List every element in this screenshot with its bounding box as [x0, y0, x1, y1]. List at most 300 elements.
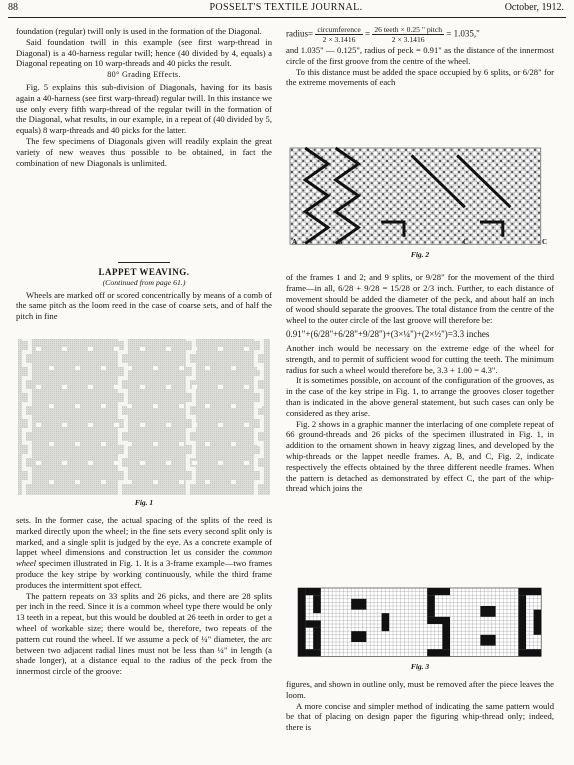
grid-cell	[515, 160, 517, 162]
grid-cell	[454, 241, 456, 243]
grid-cell	[363, 227, 365, 229]
grid-cell	[409, 227, 411, 229]
grid-cell	[371, 241, 373, 243]
grid-cell	[473, 178, 475, 180]
grid-cell	[450, 149, 452, 151]
grid-cell	[401, 204, 403, 206]
figure-block	[518, 595, 526, 649]
grid-cell	[515, 182, 517, 184]
grid-cell	[526, 164, 528, 166]
grid-cell	[420, 186, 422, 188]
right-column-top	[286, 24, 554, 88]
grid-cell	[424, 153, 426, 155]
grid-cell	[450, 215, 452, 217]
grid-cell	[450, 230, 452, 232]
grid-cell	[477, 190, 479, 192]
grid-cell	[397, 156, 399, 158]
grid-cell	[382, 156, 384, 158]
text-run: specimen illustrated in Fig. 1. It is a 3-frame example—two frames produce the key stripe by working continuously, while the third frame produces the intermittent spot effect.	[16, 558, 272, 590]
grid-cell	[538, 197, 540, 199]
grid-cell	[473, 164, 475, 166]
grid-cell	[363, 175, 365, 177]
grid-cell	[488, 230, 490, 232]
grid-cell	[473, 208, 475, 210]
grid-cell	[496, 164, 498, 166]
grid-cell	[336, 215, 338, 217]
grid-cell	[367, 223, 369, 225]
grid-cell	[302, 219, 304, 221]
grid-cell	[374, 208, 376, 210]
grid-cell	[530, 160, 532, 162]
grid-cell	[420, 193, 422, 195]
grid-cell	[378, 234, 380, 236]
fabric-spot	[166, 423, 171, 427]
grid-cell	[333, 153, 335, 155]
grid-cell	[507, 190, 509, 192]
grid-cell	[492, 167, 494, 169]
grid-cell	[382, 171, 384, 173]
grid-cell	[526, 208, 528, 210]
fabric-spot	[192, 385, 197, 389]
grid-cell	[424, 212, 426, 214]
fabric-spot	[62, 423, 67, 427]
grid-cell	[507, 241, 509, 243]
grid-cell	[424, 234, 426, 236]
grid-cell	[298, 201, 300, 203]
grid-cell	[515, 167, 517, 169]
grid-cell	[458, 238, 460, 240]
grid-cell	[454, 182, 456, 184]
grid-cell	[485, 167, 487, 169]
grid-cell	[390, 164, 392, 166]
grid-cell	[454, 153, 456, 155]
grid-cell	[355, 175, 357, 177]
grid-cell	[454, 160, 456, 162]
grid-cell	[348, 182, 350, 184]
grid-cell	[390, 171, 392, 173]
grid-cell	[401, 153, 403, 155]
grid-cell	[424, 190, 426, 192]
fabric-spot	[231, 480, 236, 484]
grid-cell	[367, 208, 369, 210]
grid-cell	[466, 171, 468, 173]
grid-cell	[382, 149, 384, 151]
grid-cell	[485, 175, 487, 177]
grid-cell	[295, 190, 297, 192]
grid-cell	[291, 223, 293, 225]
fabric-spot	[127, 404, 132, 408]
grid-cell	[523, 241, 525, 243]
grid-cell	[534, 193, 536, 195]
grid-cell	[450, 238, 452, 240]
grid-cell	[397, 164, 399, 166]
grid-cell	[371, 234, 373, 236]
fabric-spot	[218, 385, 223, 389]
grid-cell	[412, 193, 414, 195]
grid-cell	[393, 160, 395, 162]
grid-cell	[538, 234, 540, 236]
grid-cell	[507, 227, 509, 229]
grid-cell	[435, 230, 437, 232]
grid-cell	[454, 175, 456, 177]
grid-cell	[291, 201, 293, 203]
grid-cell	[519, 164, 521, 166]
grid-cell	[352, 238, 354, 240]
grid-cell	[405, 156, 407, 158]
grid-cell	[298, 156, 300, 158]
fraction	[315, 25, 362, 44]
grid-cell	[302, 190, 304, 192]
grid-cell	[488, 164, 490, 166]
paragraph: The few specimens of Diagonals given will readily explain the great variety of new weaves thus possible to be obtained, in fact the combination of new Diagonals is unlimited.	[16, 135, 272, 168]
grid-cell	[500, 212, 502, 214]
fabric-spot	[257, 366, 262, 370]
grid-cell	[431, 190, 433, 192]
grid-cell	[526, 149, 528, 151]
grid-cell	[538, 219, 540, 221]
grid-cell	[420, 208, 422, 210]
grid-cell	[538, 241, 540, 243]
fraction-denominator: 2 × 3.1416	[322, 35, 356, 44]
fabric-spot	[192, 461, 197, 465]
grid-cell	[340, 167, 342, 169]
grid-cell	[428, 230, 430, 232]
grid-cell	[530, 182, 532, 184]
grid-cell	[367, 164, 369, 166]
fabric-spot	[36, 347, 41, 351]
grid-cell	[416, 167, 418, 169]
grid-cell	[458, 215, 460, 217]
grid-cell	[439, 197, 441, 199]
grid-cell	[492, 227, 494, 229]
grid-cell	[412, 178, 414, 180]
grid-cell	[336, 201, 338, 203]
grid-cell	[344, 201, 346, 203]
grid-cell	[435, 156, 437, 158]
grid-cell	[355, 241, 357, 243]
grid-cell	[424, 197, 426, 199]
grid-cell	[485, 204, 487, 206]
grid-cell	[333, 175, 335, 177]
grid-cell	[329, 186, 331, 188]
grid-cell	[481, 164, 483, 166]
grid-cell	[412, 230, 414, 232]
grid-cell	[447, 234, 449, 236]
grid-cell	[401, 175, 403, 177]
grid-cell	[310, 160, 312, 162]
grid-cell	[295, 212, 297, 214]
grid-cell	[359, 149, 361, 151]
fabric-spot	[166, 461, 171, 465]
grid-cell	[412, 171, 414, 173]
grid-cell	[333, 241, 335, 243]
grid-cell	[481, 238, 483, 240]
grid-cell	[530, 175, 532, 177]
grid-cell	[511, 164, 513, 166]
grid-cell	[511, 171, 513, 173]
grid-cell	[325, 182, 327, 184]
grid-cell	[374, 215, 376, 217]
grid-cell	[443, 230, 445, 232]
grid-cell	[504, 156, 506, 158]
grid-cell	[538, 182, 540, 184]
grid-cell	[291, 230, 293, 232]
grid-cell	[390, 208, 392, 210]
grid-cell	[393, 234, 395, 236]
paragraph	[16, 515, 272, 591]
grid-cell	[439, 204, 441, 206]
left-column-bottom	[16, 515, 272, 677]
grid-cell	[374, 193, 376, 195]
figure-block	[306, 588, 321, 595]
grid-cell	[333, 234, 335, 236]
grid-cell	[450, 178, 452, 180]
grid-cell	[519, 223, 521, 225]
grid-cell	[302, 227, 304, 229]
grid-cell	[488, 171, 490, 173]
paragraph: It is sometimes possible, on account of the configuration of the grooves, as in the case of the key stripe in Fig. 1, to arrange the grooves closer together than is indicated in the above general statement, but such cases can only be considered as they arise.	[286, 375, 554, 418]
grid-cell	[363, 182, 365, 184]
fig2-label-c1: C	[463, 238, 469, 246]
grid-cell	[325, 175, 327, 177]
grid-cell	[458, 164, 460, 166]
fabric-spot	[231, 366, 236, 370]
grid-cell	[473, 201, 475, 203]
grid-cell	[523, 212, 525, 214]
grid-cell	[390, 186, 392, 188]
grid-cell	[416, 153, 418, 155]
grid-cell	[405, 149, 407, 151]
grid-cell	[352, 171, 354, 173]
grid-cell	[504, 164, 506, 166]
fig2-label-c2: C	[542, 238, 548, 246]
grid-cell	[473, 193, 475, 195]
fabric-spot	[179, 480, 184, 484]
grid-cell	[352, 186, 354, 188]
grid-cell	[466, 215, 468, 217]
grid-cell	[504, 208, 506, 210]
grid-cell	[496, 230, 498, 232]
grid-cell	[397, 215, 399, 217]
grid-cell	[492, 204, 494, 206]
grid-cell	[348, 197, 350, 199]
grid-cell	[355, 212, 357, 214]
grid-cell	[511, 178, 513, 180]
grid-cell	[526, 230, 528, 232]
fig2-label-a: A	[292, 238, 298, 246]
grid-cell	[359, 215, 361, 217]
grid-cell	[435, 149, 437, 151]
grid-cell	[371, 212, 373, 214]
grid-cell	[390, 201, 392, 203]
grid-cell	[469, 227, 471, 229]
grid-cell	[428, 208, 430, 210]
grid-cell	[355, 167, 357, 169]
grid-cell	[295, 160, 297, 162]
grid-cell	[393, 167, 395, 169]
grid-cell	[336, 156, 338, 158]
grid-cell	[412, 238, 414, 240]
grid-cell	[477, 153, 479, 155]
grid-cell	[409, 204, 411, 206]
grid-cell	[298, 208, 300, 210]
grid-cell	[450, 186, 452, 188]
grid-cell	[511, 230, 513, 232]
grid-cell	[519, 156, 521, 158]
grid-cell	[333, 160, 335, 162]
grid-cell	[420, 178, 422, 180]
grid-cell	[352, 178, 354, 180]
grid-cell	[367, 171, 369, 173]
grid-cell	[523, 175, 525, 177]
grid-cell	[492, 175, 494, 177]
grid-cell	[420, 201, 422, 203]
grid-cell	[458, 178, 460, 180]
grid-cell	[485, 197, 487, 199]
grid-cell	[526, 238, 528, 240]
grid-cell	[333, 167, 335, 169]
grid-cell	[511, 149, 513, 151]
fabric-spot	[49, 366, 54, 370]
grid-cell	[333, 204, 335, 206]
grid-cell	[538, 160, 540, 162]
grid-cell	[378, 175, 380, 177]
fabric-spot	[218, 461, 223, 465]
grid-cell	[519, 201, 521, 203]
grid-cell	[393, 197, 395, 199]
grid-cell	[496, 171, 498, 173]
grid-cell	[428, 193, 430, 195]
grid-cell	[382, 215, 384, 217]
fabric-spot	[88, 423, 93, 427]
grid-cell	[405, 238, 407, 240]
grid-cell	[374, 171, 376, 173]
grid-cell	[371, 175, 373, 177]
grid-cell	[454, 204, 456, 206]
grid-cell	[435, 171, 437, 173]
grid-cell	[515, 190, 517, 192]
grid-cell	[352, 215, 354, 217]
grid-cell	[492, 241, 494, 243]
grid-cell	[523, 153, 525, 155]
fabric-spot	[88, 461, 93, 465]
grid-cell	[329, 171, 331, 173]
grid-cell	[462, 197, 464, 199]
grid-cell	[363, 234, 365, 236]
grid-cell	[393, 212, 395, 214]
grid-cell	[298, 171, 300, 173]
grid-cell	[462, 153, 464, 155]
paragraph: The pattern repeats on 33 splits and 26 picks, and there are 28 splits per inch in the reed. Since it is a common wheel type there would be only 13 teeth in a repeat, but this would be doubled at 26 teeth in order to get a wheel of workable size; there would be, therefore, two repeats of the pattern cut round the wheel. If we assume a peck of ¼" diameter, the arc between two adjacent radial lines must not be less than ¼" in length (a shade longer), at a distance equal to the radius of the peck from the innermost circle of the groove:	[16, 590, 272, 677]
grid-cell	[515, 234, 517, 236]
fabric-spot	[205, 480, 210, 484]
grid-cell	[409, 234, 411, 236]
grid-cell	[458, 186, 460, 188]
grid-cell	[378, 190, 380, 192]
grid-cell	[439, 175, 441, 177]
grid-cell	[477, 167, 479, 169]
grid-cell	[306, 164, 308, 166]
grid-cell	[496, 178, 498, 180]
grid-cell	[443, 164, 445, 166]
grid-cell	[397, 201, 399, 203]
grid-cell	[469, 175, 471, 177]
grid-cell	[374, 238, 376, 240]
grid-cell	[378, 212, 380, 214]
grid-cell	[477, 204, 479, 206]
grid-cell	[523, 167, 525, 169]
grid-cell	[526, 223, 528, 225]
grid-cell	[447, 182, 449, 184]
grid-cell	[405, 201, 407, 203]
fabric-spot	[101, 480, 106, 484]
grid-cell	[447, 212, 449, 214]
header-rule	[8, 17, 566, 18]
grid-cell	[496, 156, 498, 158]
grid-cell	[382, 230, 384, 232]
fabric-spot	[244, 423, 249, 427]
grid-cell	[458, 223, 460, 225]
grid-cell	[397, 186, 399, 188]
grid-cell	[390, 238, 392, 240]
grid-cell	[355, 234, 357, 236]
fig2-design-grid	[286, 146, 554, 248]
grid-cell	[416, 227, 418, 229]
grid-cell	[412, 164, 414, 166]
fabric-spot	[114, 385, 119, 389]
grid-cell	[477, 234, 479, 236]
grid-cell	[534, 208, 536, 210]
grid-cell	[333, 219, 335, 221]
grid-cell	[466, 193, 468, 195]
grid-cell	[466, 186, 468, 188]
grid-cell	[477, 227, 479, 229]
grid-cell	[447, 160, 449, 162]
grid-cell	[378, 182, 380, 184]
grid-cell	[420, 156, 422, 158]
fabric-spot	[36, 385, 41, 389]
grid-cell	[416, 182, 418, 184]
grid-cell	[378, 197, 380, 199]
grid-cell	[439, 227, 441, 229]
fabric-spot	[166, 347, 171, 351]
grid-cell	[348, 212, 350, 214]
grid-cell	[431, 160, 433, 162]
grid-cell	[298, 186, 300, 188]
grid-cell	[412, 186, 414, 188]
grid-cell	[439, 219, 441, 221]
grid-cell	[390, 230, 392, 232]
grid-cell	[302, 234, 304, 236]
paragraph: foundation (regular) twill only is used in the formation of the Diagonal.	[16, 26, 262, 36]
fabric-spot	[244, 461, 249, 465]
grid-cell	[454, 190, 456, 192]
grid-cell	[374, 201, 376, 203]
grid-cell	[291, 164, 293, 166]
grid-cell	[363, 241, 365, 243]
grid-cell	[340, 219, 342, 221]
grid-cell	[302, 197, 304, 199]
grid-cell	[507, 160, 509, 162]
grid-cell	[405, 193, 407, 195]
grid-cell	[485, 212, 487, 214]
text-run: sets. In the former case, the actual spacing of the splits of the reed is marked directly upon the wheel; in the fine sets every second split only is marked, and a single split is judged by the eye. As a concrete example of lappet wheel dimensions and construction let us consider the	[16, 515, 272, 558]
fabric-spot	[127, 480, 132, 484]
fabric-spot	[62, 347, 67, 351]
grid-cell	[298, 230, 300, 232]
grid-cell	[325, 190, 327, 192]
grid-cell	[314, 149, 316, 151]
